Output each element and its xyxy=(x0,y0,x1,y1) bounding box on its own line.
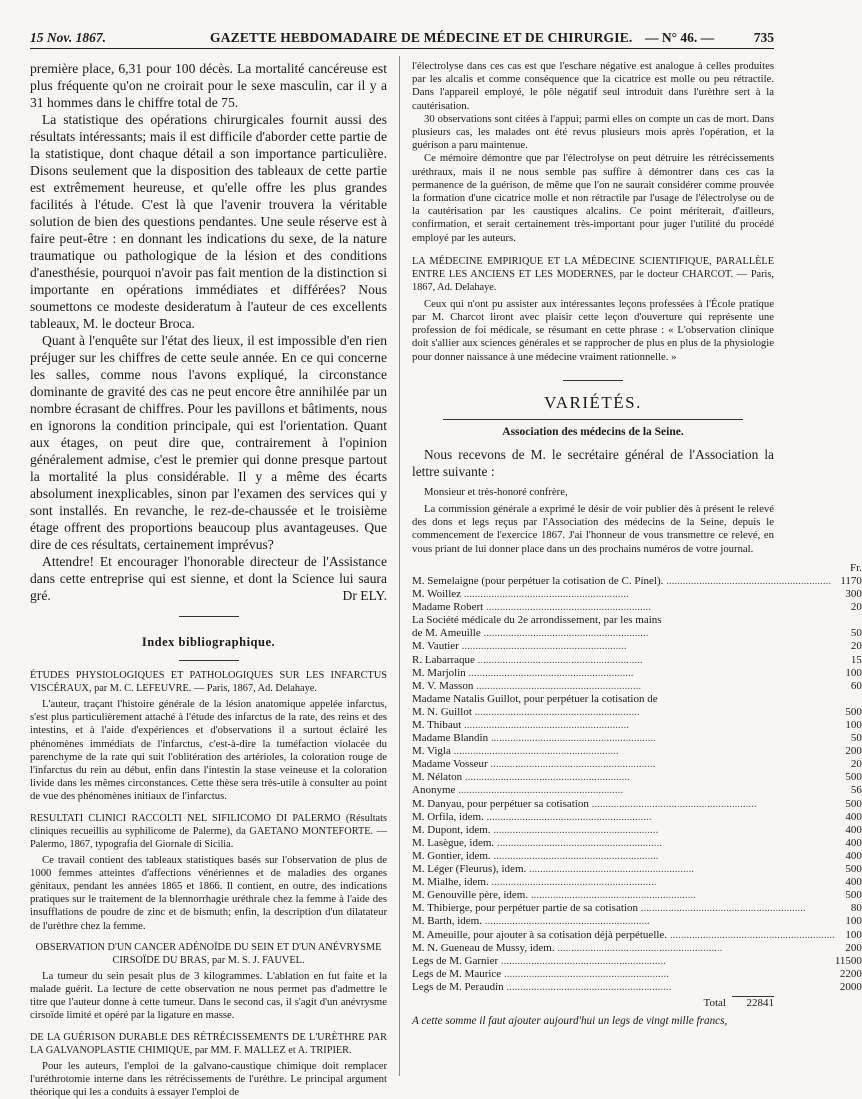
letter-intro: Nous recevons de M. le secrétaire général de l'Association la lettre suivante : xyxy=(412,446,774,479)
association-title: Association des médecins de la Seine. xyxy=(502,425,684,438)
entry-body: La tumeur du sein pesait plus de 3 kilogrammes. L'ablation en fut faite et la malade guérit. La lecture de cette observation ne nous permet pas d'admettre le titre que l'auteur donne à cette tumeur. Dans le second cas, il s'agit d'un anévrysme cirsoïde limité et opéré par la ligature en masse. xyxy=(30,969,387,1022)
entry-body: L'auteur, traçant l'histoire générale de la lésion anatomique appelée infarctus, s'est plus particulièrement attaché à l'étude des infarctus de la rate, des reins et des intestins, et à l'aide d'expériences et d'observations il a surtout éclairé les phénomènes immédiats de l'infarctus, c'est-à-dire la tuméfaction violacée du parenchyme de la rate qui suit l'oblitération des artérioles, la coloration rouge de l'infarctus du rein au début, enfin dans l'intestin la stase veineuse et la coloration livide dans les mêmes circonstances. Cette thèse sera très-utile à consulter au point de vue des phénomènes initiaux de l'infarctus. xyxy=(30,698,387,803)
donor-name: Legs de M. Garnier ............................................................ xyxy=(412,954,666,967)
donor-amount: 60 xyxy=(850,679,862,692)
donor-name: M. Genouville père, idem. ............................................................ xyxy=(412,889,696,902)
donor-name: M. Vautier ............................................................ xyxy=(412,640,627,653)
table-row xyxy=(412,627,862,640)
donor-name: Legs de M. Peraudin ............................................................ xyxy=(412,980,672,993)
table-row xyxy=(412,798,862,811)
table-row xyxy=(412,758,862,771)
donor-amount: 80 xyxy=(850,902,862,915)
donor-amount: 200 xyxy=(845,941,862,954)
table-row xyxy=(412,981,862,994)
donor-name: M. Mialhe, idem. ............................................................ xyxy=(412,876,657,889)
page-number: 735 xyxy=(753,30,774,45)
donor-name: Legs de M. Maurice ............................................................ xyxy=(412,967,669,980)
entry-body: Ceux qui n'ont pu assister aux intéressantes leçons professées à l'École pratique par M. Charcot liront avec plaisir cette leçon d'ouverture qui représente une profession de foi médicale, se résumant en cette phrase : « L'observation clinique doit s'allier aux sciences générales et se rapprocher de plus en plus de la physiologie pour donner naissance à une médecine vraiment rationnelle. » xyxy=(412,297,774,363)
donor-amount: 500 xyxy=(845,863,862,876)
table-row xyxy=(412,745,862,758)
donor-name: M. Marjolin ............................................................ xyxy=(412,666,634,679)
table-row xyxy=(412,850,862,863)
letter-body: La commission générale a exprimé le désir de voir publier dès à présent le relevé des dons et legs reçus par l'Association des médecins de la Seine, depuis le commencement de l'exercice 1867. J'ai l'honneur de vous transmettre ce relevé, en vous priant de lui donner place dans un des prochains numéros de votre journal. xyxy=(412,503,774,555)
page-header xyxy=(30,26,774,49)
donor-name: M. Barth, idem. ............................................................ xyxy=(412,915,650,928)
donor-amount: 400 xyxy=(845,810,862,823)
donor-name: de M. Ameuille ............................................................ xyxy=(412,627,649,640)
entry-heading: OBSERVATION D'UN CANCER ADÉNOÏDE DU SEIN ET D'UN ANÉVRYSME CIRSOÏDE DU BRAS, par M. S. J. FAUVEL. xyxy=(35,941,382,966)
column-divider xyxy=(399,56,400,1076)
paragraph: Quant à l'enquête sur l'état des lieux, il est impossible d'en rien préjuger sur les chiffres de cette seule année. En ce qui concerne les salles, comme nous l'avons expliqué, la circonstance dominante de gravité des cas ne peut encore être annihilée par un nombre écrasant de chiffres. Pour les pavillons et bâtiments, nous en ignorons la condition principale, qui est l'orientation. Quant aux étages, on peut dire que, contrairement à l'opinion généralement admise, c'est le premier qui donne presque partout la mortalité la plus considérable. Il y a même des écarts absolument inexplicables, sinon par l'examen des services qui y sont installés. En revanche, le rez-de-chaussée et le troisième étage offrent des proportions beaucoup plus avantageuses. Que dire de ces résultats, certainement imprévus? xyxy=(30,333,387,552)
total-amount: 22841 xyxy=(732,996,774,1010)
table-row xyxy=(412,955,862,968)
table-row xyxy=(412,732,862,745)
entry-heading: LA MÉDECINE EMPIRIQUE ET LA MÉDECINE SCIENTIFIQUE, PARALLÈLE ENTRE LES ANCIENS ET LES MODERNES, par le docteur CHARCOT. — Paris, 1867, Ad. Delahaye. xyxy=(412,255,774,293)
table-row xyxy=(412,719,862,732)
donor-amount: 500 xyxy=(845,889,862,902)
donor-amount: 100 xyxy=(845,928,862,941)
donor-name: M. V. Masson ............................................................ xyxy=(412,679,642,692)
closing-line: A cette somme il faut ajouter aujourd'hui un legs de vingt mille francs, xyxy=(412,1015,728,1028)
donor-name: La Société médicale du 2e arrondissement, par les mains xyxy=(412,614,662,627)
donor-amount: 100 xyxy=(845,666,862,679)
issue-date: 15 Nov. 1867. xyxy=(30,30,106,45)
donor-name: M. N. Gueneau de Mussy, idem. ............................................................ xyxy=(412,941,723,954)
donor-name: M. Orfila, idem. ............................................................ xyxy=(412,810,652,823)
donor-name: M. Ameuille, pour ajouter à sa cotisation déjà perpétuelle. ............................................................ xyxy=(412,928,835,941)
entry-heading: ÉTUDES PHYSIOLOGIQUES ET PATHOLOGIQUES SUR LES INFARCTUS VISCÉRAUX, par M. C. LEFEUVRE. — Paris, 1867, Ad. Delahaye. xyxy=(30,670,387,694)
donor-amount: 500 xyxy=(845,771,862,784)
table-row xyxy=(412,902,862,915)
entry-heading: DE LA GUÉRISON DURABLE DES RÉTRÉCISSEMENTS DE L'URÈTHRE PAR LA GALVANOPLASTIE CHIMIQUE, par MM. F. MALLEZ et A. TRIPIER. xyxy=(30,1031,387,1056)
entry-body: Pour les auteurs, l'emploi de la galvano-caustique chimique doit remplacer l'uréthrotomie interne dans les rétrécissements de l'urèthre. Le principal argument théorique qui les a conduits à essayer l'emploi de xyxy=(30,1059,387,1099)
donor-amount: 20 xyxy=(850,640,862,653)
issue-number: — N° 46. — xyxy=(645,30,715,45)
table-row xyxy=(412,575,862,588)
donor-name: Madame Robert ............................................................ xyxy=(412,601,651,614)
separator xyxy=(179,616,239,617)
donor-amount: 400 xyxy=(845,836,862,849)
table-row xyxy=(412,915,862,928)
table-row xyxy=(412,811,862,824)
donor-name: M. Thibierge, pour perpétuer partie de sa cotisation ............................................................ xyxy=(412,902,806,915)
donor-name: Anonyme ............................................................ xyxy=(412,784,624,797)
donor-amount: 2200 xyxy=(839,967,862,980)
table-row xyxy=(412,863,862,876)
paragraph: La statistique des opérations chirurgicales fournit aussi des résultats intéressants; mais il est difficile d'aborder cette partie de la statistique, dont chaque détail a son importance particulière. Disons seulement que la disposition des tableaux de cette partie est extrêmement heureuse, et qu'elle offre les plus grandes facilités à l'étude. C'est là que l'avenir trouvera la véritable solution de bien des questions pendantes. Une seule réserve est à faire peut-être : en donnant les indications du sexe, de la nature traumatique ou pathologique de la lésion et des conditions d'anesthésie, pourquoi n'avoir pas fait mention de la distinction si importante en opérations immédiates et différées? Nous soumettons ce modeste desideratum à l'auteur de ces excellents tableaux, M. le docteur Broca. xyxy=(30,112,387,331)
donor-amount: 100 xyxy=(845,915,862,928)
donor-amount: 50 xyxy=(850,732,862,745)
entry-heading: RESULTATI CLINICI RACCOLTI NEL SIFILICOMO DI PALERMO (Résultats cliniques recueillis au syphilicome de Palerme), da GAETANO MONTEFORTE. — Palermo, 1867, typografia del Giornale di Sicilia. xyxy=(30,812,387,850)
table-row xyxy=(412,824,862,837)
donor-name: R. Labarraque ............................................................ xyxy=(412,653,643,666)
donor-name: M. Semelaigne (pour perpétuer la cotisation de C. Pinel). ............................................................ xyxy=(412,574,832,587)
donor-name: M. Woillez ............................................................ xyxy=(412,588,629,601)
table-row xyxy=(412,837,862,850)
table-row xyxy=(412,654,862,667)
donor-amount: 500 xyxy=(845,705,862,718)
donor-name: M. Dupont, idem. ............................................................ xyxy=(412,823,659,836)
table-row xyxy=(412,680,862,693)
donor-amount: 200 xyxy=(845,745,862,758)
donor-amount: 50 xyxy=(850,627,862,640)
donor-name: Madame Vosseur ............................................................ xyxy=(412,758,656,771)
donor-amount: 400 xyxy=(845,876,862,889)
donor-name: M. Danyau, pour perpétuer sa cotisation ............................................................ xyxy=(412,797,757,810)
right-column xyxy=(412,60,862,1080)
table-row xyxy=(412,968,862,981)
total-table xyxy=(412,996,774,1010)
table-row xyxy=(412,889,862,902)
donor-name: M. N. Guillot ............................................................ xyxy=(412,705,640,718)
donor-name: M. Léger (Fleurus), idem. ............................................................ xyxy=(412,863,694,876)
entry-body: Ce travail contient des tableaux statistiques basés sur l'observation de plus de 1000 femmes atteintes d'affections vénériennes et de maladies des organes génitaux, pendant les années 1865 et 1866. Il contient, en outre, des indications pratiques sur le traitement de la blennorrhagie uréthrale chez la femme à l'aide des insufflations de poudre de zinc et de bismuth; enfin, la description d'un dilatateur de l'urèthre chez la femme. xyxy=(30,853,387,932)
table-row xyxy=(412,876,862,889)
donations-table xyxy=(412,562,862,994)
donor-name: M. Lasègue, idem. ............................................................ xyxy=(412,836,662,849)
table-row xyxy=(412,614,862,627)
total-label: Total xyxy=(703,996,726,1009)
donor-amount: 300 xyxy=(845,588,862,601)
journal-title: GAZETTE HEBDOMADAIRE DE MÉDECINE ET DE CHIRURGIE. xyxy=(210,30,633,45)
section-title-varietes: VARIÉTÉS. xyxy=(544,392,642,412)
donor-amount: 15 xyxy=(850,653,862,666)
signature: Dr ELY. xyxy=(342,588,387,603)
donor-amount: 500 xyxy=(845,797,862,810)
donor-name: M. Vigla ............................................................ xyxy=(412,745,619,758)
paragraph: Ce mémoire démontre que par l'électrolyse on peut détruire les rétrécissements uréthraux, mais il ne nous semble pas suffire à démontrer dans ces cas la permanence de la guérison, de même que l'on ne saurait considérer comme prouvée la formation d'une cicatrice molle et non rétractile par l'usage de l'électrolyse ou de la cautérisation par les caustiques alcalins. Ce point mériterait, d'ailleurs, confirmation, et serait certainement très-important pour juger l'utilité du procédé employé par les auteurs. xyxy=(412,152,774,244)
table-row xyxy=(412,771,862,784)
donor-amount: 56 xyxy=(850,784,862,797)
paragraph: l'électrolyse dans ces cas est que l'eschare négative est analogue à celles produites par les alcalis et comme conséquence que la cicatrice est molle ou peu rétractile. Dans l'appareil employé, le pôle négatif seul introduit dans l'urèthre sert à la cautérisation. xyxy=(412,60,774,112)
donor-name: M. Nélaton ............................................................ xyxy=(412,771,630,784)
table-row xyxy=(412,693,862,706)
table-row xyxy=(412,706,862,719)
table-row xyxy=(412,667,862,680)
donor-name: Madame Blandin ............................................................ xyxy=(412,732,656,745)
paragraph: 30 observations sont citées à l'appui; parmi elles on compte un cas de mort. Dans plusieurs cas, les malades ont été revus plusieurs mois après l'opération, et la guérison a paru maintenue. xyxy=(412,112,774,152)
table-row xyxy=(412,601,862,614)
donor-amount xyxy=(835,614,862,627)
salutation: Monsieur et très-honoré confrère, xyxy=(424,485,568,498)
currency-label: Fr. xyxy=(849,561,862,574)
donor-name: Madame Natalis Guillot, pour perpétuer la cotisation de xyxy=(412,692,658,705)
table-row xyxy=(412,588,862,601)
donor-name: M. Gontier, idem. ............................................................ xyxy=(412,849,659,862)
donor-amount: 20 xyxy=(850,601,862,614)
donor-amount: 2000 xyxy=(839,980,862,993)
donor-amount: 20 xyxy=(850,758,862,771)
donor-amount: 11500 xyxy=(834,954,862,967)
left-column xyxy=(30,60,387,1099)
paragraph: première place, 6,31 pour 100 décès. La mortalité cancéreuse est plus fréquente qu'on ne croirait pour le sexe masculin, car il y a 31 hommes dans le chiffre total de 75. xyxy=(30,61,387,110)
table-row xyxy=(412,640,862,653)
table-row xyxy=(412,942,862,955)
donor-amount: 1170 xyxy=(840,574,862,587)
donor-amount: 400 xyxy=(845,849,862,862)
separator xyxy=(563,380,623,381)
table-row xyxy=(412,929,862,942)
separator xyxy=(443,419,743,420)
donor-amount xyxy=(835,693,862,706)
table-row xyxy=(412,784,862,797)
donor-amount: 400 xyxy=(845,823,862,836)
donor-name: M. Thibaut ............................................................ xyxy=(412,719,630,731)
donor-amount: 100 xyxy=(845,719,862,731)
index-title: Index bibliographique. xyxy=(141,635,276,649)
paragraph: Attendre! Et encourager l'honorable directeur de l'Assistance dans cette entreprise qui est sienne, et dont la Science lui saura gré. xyxy=(30,554,387,603)
separator xyxy=(179,660,239,661)
